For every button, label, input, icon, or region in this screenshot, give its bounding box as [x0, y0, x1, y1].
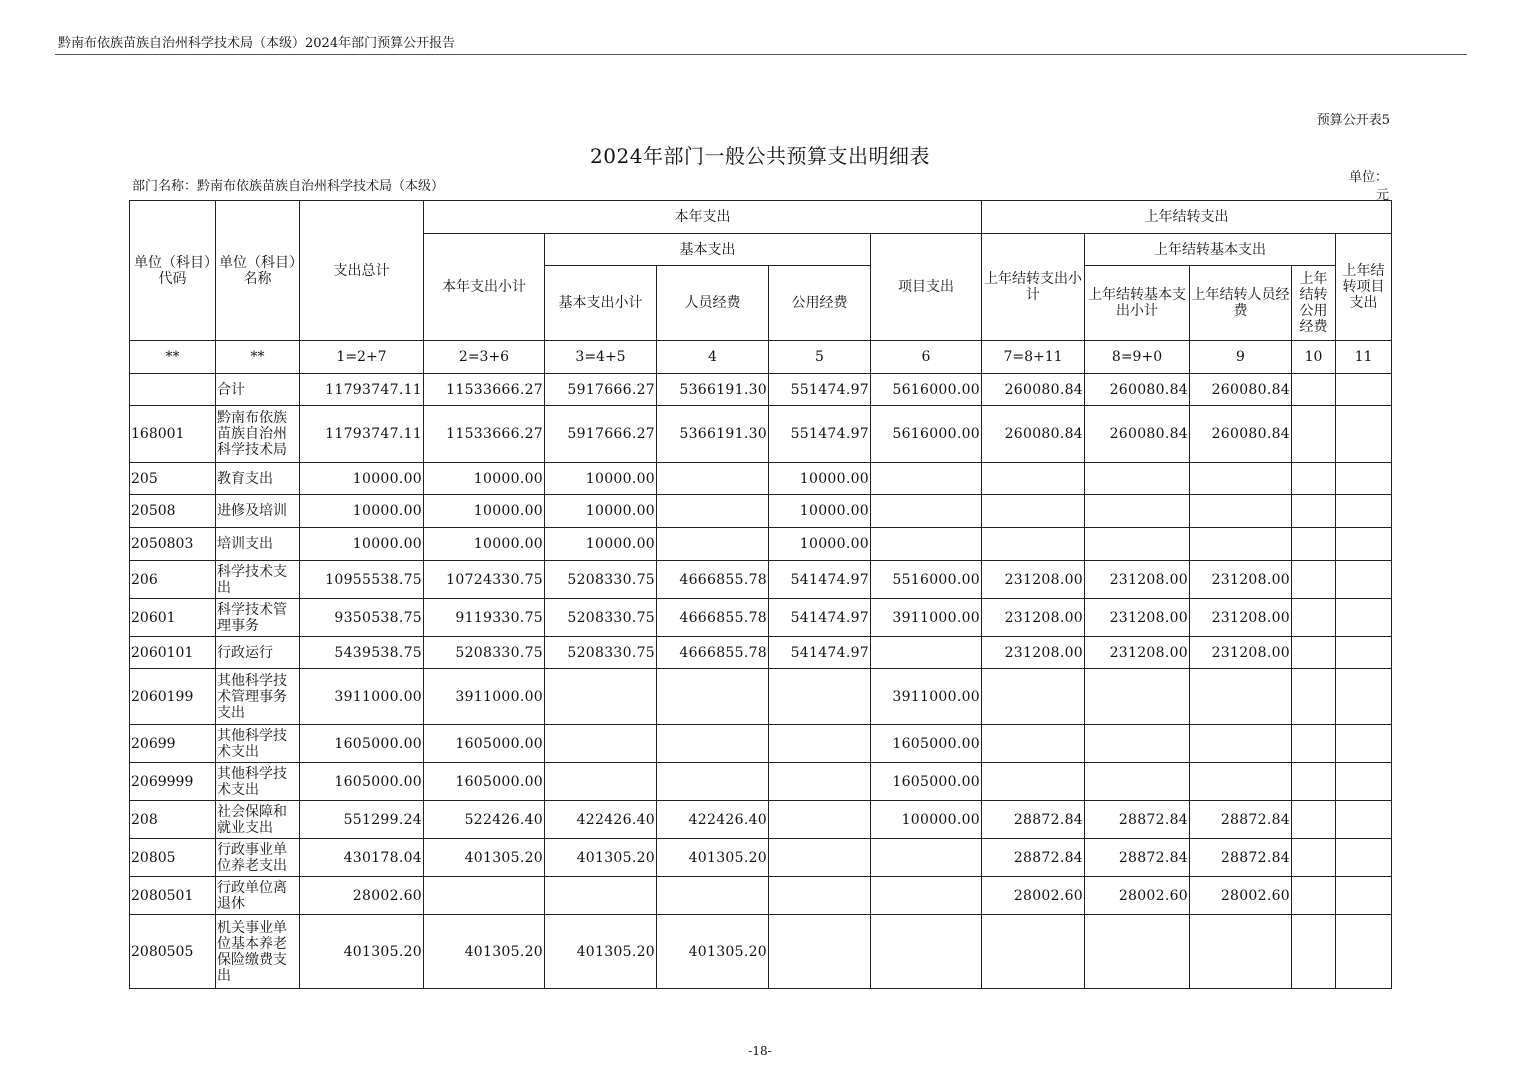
- row-value-cell: 5616000.00: [871, 406, 982, 463]
- row-code-cell: 2069999: [130, 763, 216, 801]
- col-header-prior-year: 上年结转支出: [982, 201, 1392, 234]
- row-value-cell: 10724330.75: [424, 561, 545, 599]
- row-value-cell: [1085, 763, 1190, 801]
- row-code-cell: 206: [130, 561, 216, 599]
- row-value-cell: 10000.00: [424, 528, 545, 561]
- row-name-cell: 科学技术支出: [216, 561, 300, 599]
- row-value-cell: 541474.97: [769, 561, 871, 599]
- row-value-cell: 11533666.27: [424, 406, 545, 463]
- row-value-cell: [424, 877, 545, 915]
- row-value-cell: [1336, 637, 1392, 669]
- row-value-cell: [769, 801, 871, 839]
- row-value-cell: [769, 669, 871, 725]
- table-row: [130, 877, 1392, 915]
- row-value-cell: 1605000.00: [300, 763, 424, 801]
- row-value-cell: 401305.20: [424, 839, 545, 877]
- row-value-cell: [982, 528, 1085, 561]
- row-value-cell: 5366191.30: [657, 374, 769, 406]
- row-value-cell: 10000.00: [545, 495, 657, 528]
- row-value-cell: 10000.00: [424, 495, 545, 528]
- department-label: 部门名称：黔南布依族苗族自治州科学技术局（本级）: [132, 179, 445, 194]
- row-value-cell: [1336, 877, 1392, 915]
- row-value-cell: [982, 915, 1085, 989]
- row-value-cell: [1190, 669, 1292, 725]
- row-value-cell: [982, 669, 1085, 725]
- row-value-cell: 551474.97: [769, 374, 871, 406]
- row-name-cell: 教育支出: [216, 463, 300, 495]
- row-code-cell: 2060101: [130, 637, 216, 669]
- row-value-cell: [1190, 763, 1292, 801]
- formula-cell: 10: [1292, 341, 1336, 374]
- row-value-cell: [1085, 495, 1190, 528]
- row-value-cell: 422426.40: [657, 801, 769, 839]
- col-header-basic-subtotal: 基本支出小计: [545, 266, 657, 341]
- row-value-cell: 10000.00: [769, 495, 871, 528]
- row-value-cell: 231208.00: [1190, 599, 1292, 637]
- formula-cell: 2=3+6: [424, 341, 545, 374]
- row-code-cell: 20805: [130, 839, 216, 877]
- row-value-cell: 28002.60: [1190, 877, 1292, 915]
- row-value-cell: [1336, 599, 1392, 637]
- row-value-cell: [1336, 763, 1392, 801]
- row-value-cell: [657, 495, 769, 528]
- col-header-project: 项目支出: [871, 234, 982, 341]
- unit-label: 单位：: [1349, 170, 1389, 185]
- document-header-title: 黔南布依族苗族自治州科学技术局（本级）2024年部门预算公开报告: [58, 36, 456, 51]
- row-code-cell: [130, 374, 216, 406]
- row-value-cell: 10000.00: [424, 463, 545, 495]
- row-name-cell: 社会保障和就业支出: [216, 801, 300, 839]
- row-code-cell: 208: [130, 801, 216, 839]
- formula-cell: 6: [871, 341, 982, 374]
- row-value-cell: 231208.00: [1190, 637, 1292, 669]
- row-value-cell: [982, 763, 1085, 801]
- table-row: [130, 406, 1392, 463]
- row-value-cell: 28002.60: [300, 877, 424, 915]
- col-header-basic-group: 基本支出: [545, 234, 871, 266]
- row-value-cell: 28872.84: [1085, 801, 1190, 839]
- row-value-cell: [1292, 669, 1336, 725]
- row-value-cell: [1292, 763, 1336, 801]
- row-name-cell: 科学技术管理事务: [216, 599, 300, 637]
- row-code-cell: 20508: [130, 495, 216, 528]
- row-value-cell: [657, 877, 769, 915]
- row-name-cell: 行政单位离退休: [216, 877, 300, 915]
- row-value-cell: 1605000.00: [871, 725, 982, 763]
- row-value-cell: [1336, 725, 1392, 763]
- row-value-cell: 28872.84: [982, 839, 1085, 877]
- row-code-cell: 168001: [130, 406, 216, 463]
- row-code-cell: 20699: [130, 725, 216, 763]
- row-value-cell: [1292, 801, 1336, 839]
- row-value-cell: 1605000.00: [424, 763, 545, 801]
- row-value-cell: 231208.00: [1085, 561, 1190, 599]
- row-name-cell: 黔南布依族苗族自治州科学技术局: [216, 406, 300, 463]
- row-value-cell: 401305.20: [545, 839, 657, 877]
- row-value-cell: 100000.00: [871, 801, 982, 839]
- row-value-cell: 541474.97: [769, 637, 871, 669]
- row-value-cell: 260080.84: [1190, 406, 1292, 463]
- row-value-cell: [871, 463, 982, 495]
- row-value-cell: 10000.00: [545, 528, 657, 561]
- row-code-cell: 205: [130, 463, 216, 495]
- row-value-cell: 28872.84: [1190, 801, 1292, 839]
- page-number: -18-: [748, 1044, 772, 1058]
- row-value-cell: [1292, 637, 1336, 669]
- row-value-cell: 1605000.00: [300, 725, 424, 763]
- col-header-prior-public: 上年结转公用经费: [1292, 266, 1336, 341]
- col-header-current-year: 本年支出: [424, 201, 982, 234]
- row-value-cell: 5917666.27: [545, 406, 657, 463]
- row-value-cell: 28872.84: [1085, 839, 1190, 877]
- row-value-cell: 3911000.00: [424, 669, 545, 725]
- row-value-cell: [545, 725, 657, 763]
- row-value-cell: [1336, 406, 1392, 463]
- row-value-cell: 11793747.11: [300, 374, 424, 406]
- header-divider: [55, 54, 1467, 55]
- col-header-prior-subtotal: 上年结转支出小计: [982, 234, 1085, 341]
- col-header-current-subtotal: 本年支出小计: [424, 234, 545, 341]
- table-row: [130, 495, 1392, 528]
- budget-table: [129, 200, 1392, 989]
- row-value-cell: [657, 669, 769, 725]
- formula-cell: **: [130, 341, 216, 374]
- row-value-cell: 9119330.75: [424, 599, 545, 637]
- row-value-cell: 3911000.00: [871, 669, 982, 725]
- row-value-cell: [1336, 669, 1392, 725]
- formula-cell: **: [216, 341, 300, 374]
- row-value-cell: 10000.00: [300, 495, 424, 528]
- row-value-cell: [1292, 877, 1336, 915]
- row-value-cell: 260080.84: [1190, 374, 1292, 406]
- row-value-cell: 28872.84: [1190, 839, 1292, 877]
- row-value-cell: 401305.20: [657, 915, 769, 989]
- row-value-cell: [1190, 463, 1292, 495]
- formula-cell: 11: [1336, 341, 1392, 374]
- row-value-cell: 260080.84: [1085, 406, 1190, 463]
- row-value-cell: [1292, 599, 1336, 637]
- row-value-cell: 10000.00: [300, 463, 424, 495]
- table-row: [130, 561, 1392, 599]
- row-code-cell: 20601: [130, 599, 216, 637]
- row-name-cell: 机关事业单位基本养老保险缴费支出: [216, 915, 300, 989]
- row-value-cell: [769, 877, 871, 915]
- row-value-cell: 401305.20: [545, 915, 657, 989]
- row-value-cell: [769, 763, 871, 801]
- row-value-cell: [1292, 915, 1336, 989]
- col-header-public: 公用经费: [769, 266, 871, 341]
- row-value-cell: 11793747.11: [300, 406, 424, 463]
- row-value-cell: 231208.00: [982, 599, 1085, 637]
- table-row: [130, 915, 1392, 989]
- row-value-cell: 231208.00: [982, 637, 1085, 669]
- row-value-cell: [1190, 915, 1292, 989]
- row-value-cell: 522426.40: [424, 801, 545, 839]
- row-value-cell: 5208330.75: [424, 637, 545, 669]
- col-header-personnel: 人员经费: [657, 266, 769, 341]
- formula-cell: 7=8+11: [982, 341, 1085, 374]
- row-value-cell: [1085, 725, 1190, 763]
- table-row: [130, 763, 1392, 801]
- table-row: [130, 374, 1392, 406]
- row-value-cell: [1085, 669, 1190, 725]
- row-value-cell: [1085, 915, 1190, 989]
- row-value-cell: 231208.00: [1085, 637, 1190, 669]
- row-name-cell: 行政事业单位养老支出: [216, 839, 300, 877]
- row-value-cell: [982, 725, 1085, 763]
- row-name-cell: 行政运行: [216, 637, 300, 669]
- row-value-cell: [982, 495, 1085, 528]
- row-value-cell: [1190, 725, 1292, 763]
- table-row: [130, 599, 1392, 637]
- row-value-cell: [769, 915, 871, 989]
- col-header-prior-project: 上年结转项目支出: [1336, 234, 1392, 341]
- row-value-cell: [657, 725, 769, 763]
- col-header-total: 支出总计: [300, 201, 424, 341]
- row-value-cell: [545, 763, 657, 801]
- row-value-cell: [871, 495, 982, 528]
- row-value-cell: [1292, 463, 1336, 495]
- col-header-code: 单位（科目）代码: [130, 201, 216, 341]
- row-value-cell: 11533666.27: [424, 374, 545, 406]
- row-value-cell: [1336, 561, 1392, 599]
- row-value-cell: [1336, 528, 1392, 561]
- row-value-cell: 4666855.78: [657, 561, 769, 599]
- row-value-cell: 28872.84: [982, 801, 1085, 839]
- row-value-cell: 401305.20: [424, 915, 545, 989]
- row-value-cell: [769, 839, 871, 877]
- row-value-cell: 3911000.00: [300, 669, 424, 725]
- row-value-cell: [871, 839, 982, 877]
- row-value-cell: [1292, 725, 1336, 763]
- row-value-cell: 551474.97: [769, 406, 871, 463]
- row-value-cell: 260080.84: [982, 374, 1085, 406]
- row-value-cell: 4666855.78: [657, 599, 769, 637]
- formula-cell: 1=2+7: [300, 341, 424, 374]
- row-value-cell: [1292, 374, 1336, 406]
- row-value-cell: [871, 528, 982, 561]
- formula-cell: 9: [1190, 341, 1292, 374]
- row-value-cell: [1292, 406, 1336, 463]
- row-value-cell: 5917666.27: [545, 374, 657, 406]
- row-value-cell: [545, 877, 657, 915]
- row-value-cell: [1292, 839, 1336, 877]
- row-value-cell: 551299.24: [300, 801, 424, 839]
- row-value-cell: 430178.04: [300, 839, 424, 877]
- row-value-cell: 231208.00: [982, 561, 1085, 599]
- row-value-cell: 5516000.00: [871, 561, 982, 599]
- row-value-cell: 10000.00: [545, 463, 657, 495]
- col-header-prior-personnel: 上年结转人员经费: [1190, 266, 1292, 341]
- table-row: [130, 725, 1392, 763]
- formula-cell: 4: [657, 341, 769, 374]
- row-value-cell: [1336, 463, 1392, 495]
- table-row: [130, 637, 1392, 669]
- row-value-cell: [657, 463, 769, 495]
- row-value-cell: 5366191.30: [657, 406, 769, 463]
- row-value-cell: 1605000.00: [871, 763, 982, 801]
- row-value-cell: [1292, 561, 1336, 599]
- row-value-cell: 5439538.75: [300, 637, 424, 669]
- row-value-cell: 4666855.78: [657, 637, 769, 669]
- unit-value: 元: [1376, 188, 1390, 203]
- formula-row: [130, 341, 1392, 374]
- row-value-cell: [1085, 528, 1190, 561]
- row-value-cell: 231208.00: [1190, 561, 1292, 599]
- col-header-prior-basic-group: 上年结转基本支出: [1085, 234, 1336, 266]
- row-value-cell: [1190, 495, 1292, 528]
- row-name-cell: 其他科学技术支出: [216, 725, 300, 763]
- row-value-cell: 5208330.75: [545, 599, 657, 637]
- row-value-cell: [1336, 495, 1392, 528]
- row-value-cell: [871, 915, 982, 989]
- row-code-cell: 2080505: [130, 915, 216, 989]
- row-value-cell: 9350538.75: [300, 599, 424, 637]
- row-value-cell: 28002.60: [982, 877, 1085, 915]
- row-value-cell: [1190, 528, 1292, 561]
- row-value-cell: [1292, 495, 1336, 528]
- table-row: [130, 801, 1392, 839]
- row-value-cell: 5208330.75: [545, 637, 657, 669]
- row-value-cell: 260080.84: [1085, 374, 1190, 406]
- row-value-cell: 5616000.00: [871, 374, 982, 406]
- formula-cell: 8=9+0: [1085, 341, 1190, 374]
- row-value-cell: [871, 637, 982, 669]
- col-header-name: 单位（科目）名称: [216, 201, 300, 341]
- row-value-cell: [1336, 801, 1392, 839]
- row-value-cell: 260080.84: [982, 406, 1085, 463]
- formula-cell: 3=4+5: [545, 341, 657, 374]
- table-number: 预算公开表5: [1316, 113, 1390, 128]
- row-value-cell: [982, 463, 1085, 495]
- row-value-cell: 5208330.75: [545, 561, 657, 599]
- row-value-cell: 28002.60: [1085, 877, 1190, 915]
- row-value-cell: [1336, 374, 1392, 406]
- table-row: [130, 839, 1392, 877]
- row-name-cell: 进修及培训: [216, 495, 300, 528]
- row-value-cell: [657, 763, 769, 801]
- row-code-cell: 2050803: [130, 528, 216, 561]
- table-row: [130, 528, 1392, 561]
- table-row: [130, 669, 1392, 725]
- row-value-cell: [1085, 463, 1190, 495]
- row-value-cell: [545, 669, 657, 725]
- row-value-cell: [769, 725, 871, 763]
- row-value-cell: 401305.20: [300, 915, 424, 989]
- row-value-cell: 3911000.00: [871, 599, 982, 637]
- row-value-cell: [1336, 839, 1392, 877]
- col-header-prior-basic-subtotal: 上年结转基本支出小计: [1085, 266, 1190, 341]
- row-value-cell: 10000.00: [300, 528, 424, 561]
- row-code-cell: 2060199: [130, 669, 216, 725]
- row-value-cell: [871, 877, 982, 915]
- row-name-cell: 合计: [216, 374, 300, 406]
- row-value-cell: [657, 528, 769, 561]
- formula-cell: 5: [769, 341, 871, 374]
- row-value-cell: 401305.20: [657, 839, 769, 877]
- row-name-cell: 其他科学技术支出: [216, 763, 300, 801]
- row-name-cell: 其他科学技术管理事务支出: [216, 669, 300, 725]
- table-row: [130, 463, 1392, 495]
- row-name-cell: 培训支出: [216, 528, 300, 561]
- row-value-cell: 10000.00: [769, 463, 871, 495]
- row-value-cell: 541474.97: [769, 599, 871, 637]
- row-code-cell: 2080501: [130, 877, 216, 915]
- row-value-cell: 10000.00: [769, 528, 871, 561]
- row-value-cell: 1605000.00: [424, 725, 545, 763]
- row-value-cell: [1336, 915, 1392, 989]
- row-value-cell: 231208.00: [1085, 599, 1190, 637]
- row-value-cell: [1292, 528, 1336, 561]
- row-value-cell: 10955538.75: [300, 561, 424, 599]
- row-value-cell: 422426.40: [545, 801, 657, 839]
- page-title: 2024年部门一般公共预算支出明细表: [590, 144, 930, 168]
